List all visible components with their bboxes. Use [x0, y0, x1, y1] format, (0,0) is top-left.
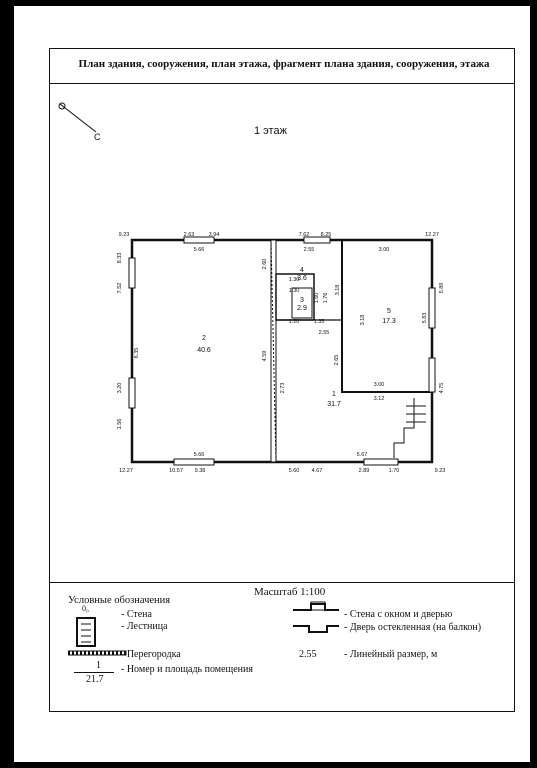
dim-left: 1.56	[117, 418, 123, 430]
wall-symbol: 0₀	[82, 604, 89, 613]
floor-label: 1 этаж	[254, 125, 287, 137]
dim-inner: 2.65	[334, 354, 340, 366]
legend-stairs: - Лестница	[121, 621, 168, 632]
partition-symbol-icon	[68, 650, 128, 656]
room-5-walls	[342, 240, 432, 392]
svg-text:С: С	[94, 132, 101, 142]
floor-plan	[114, 228, 450, 476]
dim-inner: 3.12	[373, 396, 385, 402]
legend-wall: - Стена	[121, 609, 152, 620]
legend-window-door: - Стена с окном и дверью	[344, 609, 453, 620]
dim-left: 7.52	[117, 282, 123, 294]
dim-inner: 2.73	[280, 382, 286, 394]
dim-bottom: 12.27	[119, 468, 133, 474]
dim-inner: 3.00	[373, 382, 385, 388]
document-title: План здания, сооружения, план этажа, фрагмент плана здания, сооружения, этажа	[78, 58, 490, 70]
dim-left: 8.33	[117, 252, 123, 264]
dim-left: 6.35	[134, 347, 140, 359]
dim-right: 4.75	[439, 382, 445, 394]
room-4-number: 4	[300, 267, 304, 274]
scale-label: Масштаб 1:100	[254, 586, 326, 598]
room-1-number: 1	[332, 391, 336, 398]
dim-right: 5.89	[439, 282, 445, 294]
legend-partition: - Перегородка	[121, 649, 181, 660]
room-number-divider	[74, 672, 114, 673]
dim-bottom: 5.60	[288, 468, 300, 474]
dim-inner: 1.30	[288, 288, 300, 294]
dim-top: 12.27	[425, 232, 439, 238]
legend-room-number: - Номер и площадь помещения	[121, 664, 253, 675]
room-5-number: 5	[387, 308, 391, 315]
dim-top: 2.55	[303, 247, 315, 253]
dim-bottom: 5.67	[356, 452, 368, 458]
dim-top: 3.00	[378, 247, 390, 253]
room-1-area: 31.7	[327, 401, 341, 408]
legend-heading: Условные обозначения	[68, 595, 171, 606]
legend-dim-value: 2.55	[299, 649, 317, 660]
room-3-area: 2.9	[297, 305, 307, 312]
dim-inner: 1.60	[314, 292, 320, 304]
window-door-symbol-icon	[291, 600, 343, 636]
windows	[129, 237, 435, 465]
legend-linear-dim: - Линейный размер, м	[344, 649, 438, 660]
legend-room-num: 1	[96, 660, 101, 671]
north-arrow-icon	[54, 96, 114, 146]
legend-room-area: 21.7	[86, 674, 104, 685]
dim-top: 2.63	[183, 232, 195, 238]
room-3-number: 3	[300, 297, 304, 304]
dim-bottom: 5.66	[193, 452, 205, 458]
dim-inner: 1.35	[313, 319, 325, 325]
dim-bottom: 10.57	[169, 468, 183, 474]
room-2-area: 40.6	[197, 347, 211, 354]
dim-bottom: 4.67	[311, 468, 323, 474]
document-sheet	[14, 6, 530, 762]
dim-inner: 1.76	[323, 292, 329, 304]
dim-bottom: 2.89	[358, 468, 370, 474]
dim-inner: 4.59	[262, 350, 268, 362]
dim-top: 5.66	[193, 247, 205, 253]
dim-top: 3.94	[208, 232, 220, 238]
dim-inner: 3.18	[335, 284, 341, 296]
dim-bottom: 9.23	[434, 468, 446, 474]
dim-inner: 1.20	[288, 319, 300, 325]
dim-bottom: 1.70	[388, 468, 400, 474]
dim-top: 8.25	[320, 232, 332, 238]
title-divider	[49, 83, 515, 84]
room-4-area: 3.6	[297, 275, 307, 282]
legend-glazed-door: - Дверь остекленная (на балкон)	[344, 622, 482, 633]
stairs	[394, 398, 426, 458]
scale-divider	[49, 582, 515, 583]
dim-top: 7.62	[298, 232, 310, 238]
dim-left: 3.20	[117, 382, 123, 394]
dim-inner: 1.30	[288, 277, 300, 283]
dim-bottom: 9.38	[194, 468, 206, 474]
dim-inner: 2.60	[262, 258, 268, 270]
room-5-area: 17.3	[382, 318, 396, 325]
dim-inner: 3.18	[360, 314, 366, 326]
dim-inner: 2.55	[318, 330, 330, 336]
room-2-number: 2	[202, 335, 206, 342]
dim-top: 9.23	[118, 232, 130, 238]
dim-right: 5.83	[422, 312, 428, 324]
stairs-symbol-icon	[74, 616, 100, 650]
